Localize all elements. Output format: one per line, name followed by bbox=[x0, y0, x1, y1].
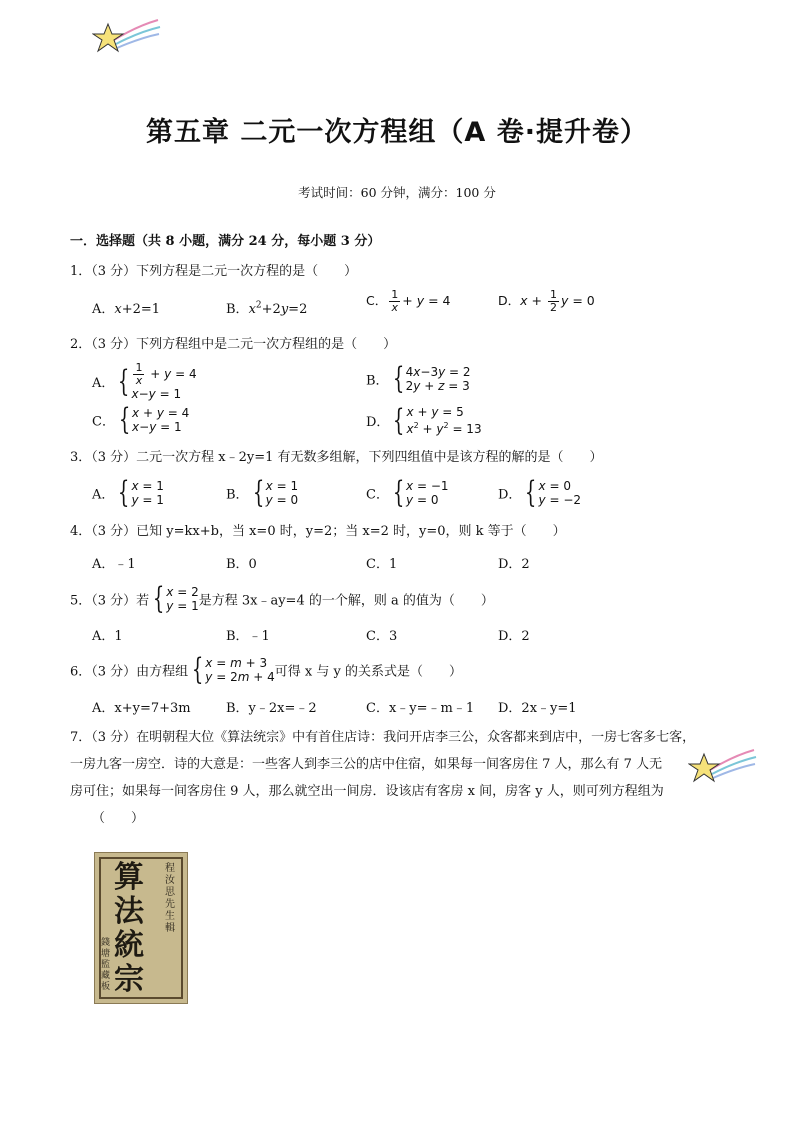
q3-option-d: D． { x = 0 y = −2 bbox=[498, 475, 582, 510]
q5-option-a: A．1 bbox=[92, 629, 123, 644]
q2-option-a: A． { $\frac{1}{x}$ + y = 4 x−y = 1 bbox=[92, 361, 197, 401]
q1-option-b: B．$x^2+2y=2$ bbox=[226, 300, 308, 317]
book-char-4: 宗 bbox=[114, 962, 144, 997]
book-title-vertical bbox=[109, 861, 149, 997]
q5-stem-pre: 5．（3 分）若 bbox=[70, 593, 150, 609]
q4-option-b: B．0 bbox=[226, 557, 257, 572]
question-2-stem: 2．（3 分）下列方程组中是二元一次方程组的是（ ） bbox=[70, 337, 397, 352]
q2-option-d: D． { x + y = 5 $x^2 + y^2 = 13$ bbox=[366, 402, 482, 438]
q7-line-4: （ ） bbox=[92, 811, 145, 826]
q6-option-d: D．2x﹣y=1 bbox=[498, 701, 577, 716]
q7-line-1: 7．（3 分）在明朝程大位《算法统宗》中有首住店诗：我问开店李三公，众客都来到店中，一房七客多七客， bbox=[70, 730, 696, 745]
q3-option-a: A． { x = 1 y = 1 bbox=[92, 475, 164, 510]
book-char-2: 法 bbox=[114, 894, 144, 929]
shooting-star-icon bbox=[92, 18, 162, 58]
q1-option-a: A．x+2=1 bbox=[92, 302, 161, 317]
q6-stem-post: 可得 x 与 y 的关系式是（ ） bbox=[274, 664, 462, 680]
q1-option-d: D．x + $\frac{1}{2}$ y = 0 bbox=[498, 288, 595, 314]
book-side-text-right: 程汝思先生輯 bbox=[165, 863, 175, 934]
q4-option-a: A．﹣1 bbox=[92, 557, 136, 572]
question-3-stem: 3．（3 分）二元一次方程 x﹣2y=1 有无数多组解，下列四组值中是该方程的解的是（ ） bbox=[70, 450, 603, 465]
q6-option-a: A．x+y=7+3m bbox=[92, 701, 191, 716]
q6-option-c: C．x﹣y=﹣m﹣1 bbox=[366, 701, 475, 716]
q3-option-c: C． { x = −1 y = 0 bbox=[366, 475, 449, 510]
q6-option-b: B．y﹣2x=﹣2 bbox=[226, 701, 317, 716]
question-7-stem bbox=[70, 724, 730, 832]
book-side-text-left: 錢塘監藏板 bbox=[101, 938, 111, 992]
page-title: 第五章 二元一次方程组（A 卷·提升卷） bbox=[146, 117, 648, 148]
q7-line-2: 一房九客一房空．诗的大意是：一些客人到李三公的店中住宿，如果每一间客房住 7 人，那么有 7 人无 bbox=[70, 757, 663, 772]
book-cover-image bbox=[94, 852, 188, 1004]
q5-option-c: C．3 bbox=[366, 629, 398, 644]
q4-option-d: D．2 bbox=[498, 557, 530, 572]
book-char-3: 統 bbox=[114, 928, 144, 963]
question-5-stem: 5．（3 分）若 { x = 2 y = 1 是方程 3x﹣ay=4 的一个解，则 a 的值为（ ） bbox=[70, 581, 494, 616]
q6-stem-pre: 6．（3 分）由方程组 bbox=[70, 664, 189, 680]
q7-line-3: 房可住；如果每一间客房住 9 人，那么就空出一间房．设该店有客房 x 间，房客 y 人，则可列方程组为 bbox=[70, 784, 664, 799]
q5-option-d: D．2 bbox=[498, 629, 530, 644]
section-heading: 一．选择题（共 8 小题，满分 24 分，每小题 3 分） bbox=[70, 234, 381, 249]
question-6-stem: 6．（3 分）由方程组 { x = m + 3 y = 2m + 4 可得 x 与 y 的关系式是（ ） bbox=[70, 652, 462, 687]
question-4-stem: 4．（3 分）已知 y=kx+b，当 x=0 时，y=2；当 x=2 时，y=0，则 k 等于（ ） bbox=[70, 524, 566, 539]
q1-option-c: C． $\frac{1}{x}$ + y = 4 bbox=[366, 288, 451, 314]
q3-option-b: B． { x = 1 y = 0 bbox=[226, 475, 299, 510]
exam-info: 考试时间：60 分钟，满分：100 分 bbox=[298, 185, 496, 200]
q2-option-b: B． { 4x−3y = 2 2y + z = 3 bbox=[366, 361, 471, 396]
q2-option-c: C． { x + y = 4 x−y = 1 bbox=[92, 402, 190, 437]
q4-option-c: C．1 bbox=[366, 557, 398, 572]
q5-option-b: B．﹣1 bbox=[226, 629, 270, 644]
book-char-1: 算 bbox=[114, 860, 144, 895]
q5-stem-post: 是方程 3x﹣ay=4 的一个解，则 a 的值为（ ） bbox=[198, 593, 494, 609]
question-1-stem: 1．（3 分）下列方程是二元一次方程的是（ ） bbox=[70, 264, 358, 279]
